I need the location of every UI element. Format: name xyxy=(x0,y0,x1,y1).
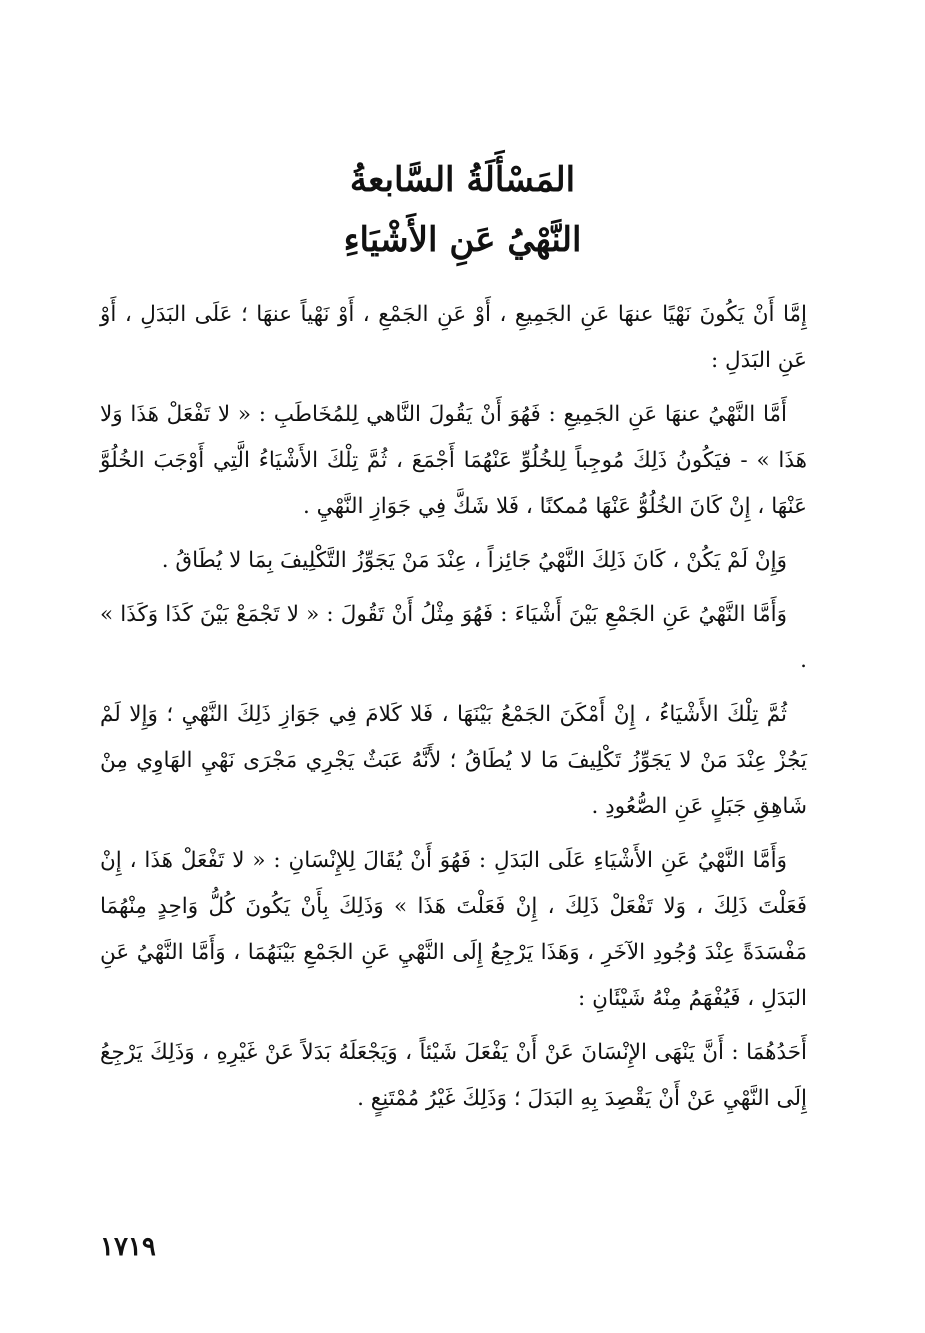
paragraph: ثُمَّ تِلْكَ الأَشْيَاءُ ، إِنْ أَمْكَنَ الجَمْعُ بَيْنَهَا ، فَلا كَلامَ فِي جَوَازِ ذَلِكَ النَّهْيِ ؛ وَإِلا لَمْ يَجُزْ عِنْدَ مَنْ لا يَجَوِّزُ تَكْلِيفَ مَا لا يُطَاقُ ؛ لأَنَّهُ عَبَثٌ يَجْرِي مَجْرَى نَهْيِ الهَاوِي مِنْ شَاهِقِ جَبَلٍ عَنِ الصُّعُودِ . xyxy=(100,702,807,819)
issue-title: المَسْأَلَةُ السَّابعةُ xyxy=(349,160,576,200)
paragraph: أَمَّا النَّهْيُ عنهَا عَنِ الجَمِيعِ : فَهُوَ أَنْ يَقُولَ النَّاهي لِلمُخَاطَبِ : « لا تَفْعَلْ هَذَا وَلا هَذَا » - فيَكُونُ ذَلِكَ مُوجِباً لِلخُلُوِّ عَنْهُمَا أَجْمَعَ ، ثُمَّ تِلْكَ الأَشْيَاءُ الَّتِي أَوْجَبَ الخُلُوَّ عَنْهَا ، إِنْ كَانَ الخُلُوُّ عَنْهَا مُمكنًا ، فَلا شَكَّ فِي جَوَازِ النَّهْيِ . xyxy=(100,402,807,519)
paragraph: أَحَدُهُمَا : أَنَّ يَنْهَى الإِنْسَانَ عَنْ أَنْ يَفْعَلَ شَيْئاً ، وَيَجْعَلَهُ بَدَلاً عَنْ غَيْرِهِ ، وَذَلِكَ يَرْجِعُ إِلَى النَّهْيِ عَنْ أَنْ يَقْصِدَ بِهِ البَدَلَ ؛ وَذَلِكَ غَيْرُ مُمْتَنِعٍ . xyxy=(100,1040,807,1111)
paragraph: وَإِنْ لَمْ يَكُنْ ، كَانَ ذَلِكَ النَّهْيُ جَائِزاً ، عِنْدَ مَنْ يَجَوِّزُ التَّكْلِيفَ بِمَا لا يُطَاقُ . xyxy=(161,548,787,573)
chapter-heading xyxy=(100,150,825,270)
paragraph: إِمَّا أَنْ يَكُونَ نَهْيًا عنهَا عَنِ الجَمِيعِ ، أَوْ عَنِ الجَمْعِ ، أَوْ نَهْياً عنهَا ؛ عَلَى البَدَلِ ، أَوْ عَنِ البَدَلِ : xyxy=(100,302,807,373)
paragraph: وَأَمَّا النَّهْيُ عَنِ الجَمْعِ بَيْنَ أَشْيَاءَ : فَهُوَ مِثْلُ أَنْ تَقُولَ : « لا تَجْمَعْ بَيْنَ كَذَا وَكَذَا » . xyxy=(100,602,807,673)
page-number: ١٧١٩ xyxy=(100,1232,156,1262)
body-text xyxy=(100,292,807,1130)
paragraph: وَأَمَّا النَّهْيُ عَنِ الأَشْيَاءِ عَلَى البَدَلِ : فَهُوَ أَنْ يُقَالَ لِلإِنْسَانِ : « لا تَفْعَلْ هَذَا ، إِنْ فَعَلْتَ ذَلِكَ ، وَلا تَفْعَلْ ذَلِكَ ، إِنْ فَعَلْتَ هَذَا » وَذَلِكَ بِأَنْ يَكُونَ كُلُّ وَاحِدٍ مِنْهُمَا مَفْسَدَةً عِنْدَ وُجُودِ الآخَرِ ، وَهَذَا يَرْجِعُ إِلَى النَّهْيِ عَنِ الجَمْعِ بَيْنَهُمَا ، وَأَمَّا النَّهْيُ عَنِ البَدَلِ ، فَيُفْهَمُ مِنْهُ شَيْئَانِ : xyxy=(100,848,807,1011)
issue-subtitle: النَّهْيُ عَنِ الأَشْيَاءِ xyxy=(343,220,582,260)
